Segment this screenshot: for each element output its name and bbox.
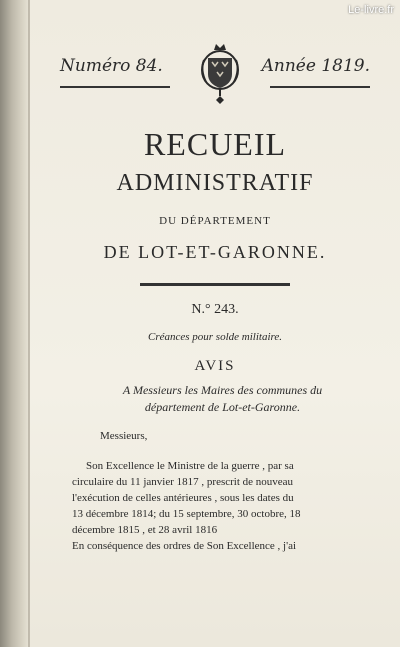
title-lot-et-garonne: DE LOT-ET-GARONNE.	[103, 242, 327, 262]
book-spine	[0, 0, 30, 647]
paragraph-line: circulaire du 11 janvier 1817 , prescrit de nouveau	[72, 476, 294, 488]
address-line-2: département de Lot-et-Garonne.	[144, 400, 301, 414]
paragraph-line: 13 décembre 1814; du 15 septembre, 30 octobre, 18	[72, 508, 301, 520]
paragraph-line: l'exécution de celles antérieures , sous les dates du	[72, 492, 294, 504]
header-rule-left	[60, 86, 170, 88]
title-recueil: RECUEIL	[143, 126, 287, 162]
issue-header	[60, 50, 370, 100]
salutation: Messieurs,	[100, 430, 148, 442]
title-administratif: ADMINISTRATIF	[116, 170, 314, 196]
issue-number: Numéro 84.	[60, 56, 163, 76]
address-block	[70, 382, 375, 416]
paragraph-line: décembre 1815 , et 28 avril 1816	[72, 524, 218, 536]
header-rule-right	[270, 86, 370, 88]
document-page	[30, 0, 400, 647]
title-separator	[140, 283, 290, 286]
paragraph-line: Son Excellence le Ministre de la guerre , par sa	[86, 460, 294, 472]
paragraph-line: En conséquence des ordres de Son Excellence , j'ai	[72, 540, 297, 552]
act-number: N.° 243.	[191, 302, 239, 317]
paragraph-1	[72, 458, 378, 538]
watermark: Le-livre.fr	[348, 4, 394, 16]
address-line-1: A Messieurs les Maires des communes du	[122, 383, 323, 397]
issue-year: Année 1819.	[261, 56, 370, 76]
avis-heading: AVIS	[194, 358, 236, 374]
coat-of-arms-icon	[198, 40, 242, 106]
paragraph-2	[72, 538, 378, 554]
act-subject: Créances pour solde militaire.	[147, 331, 283, 343]
title-du-departement: DU DÉPARTEMENT	[159, 215, 271, 227]
